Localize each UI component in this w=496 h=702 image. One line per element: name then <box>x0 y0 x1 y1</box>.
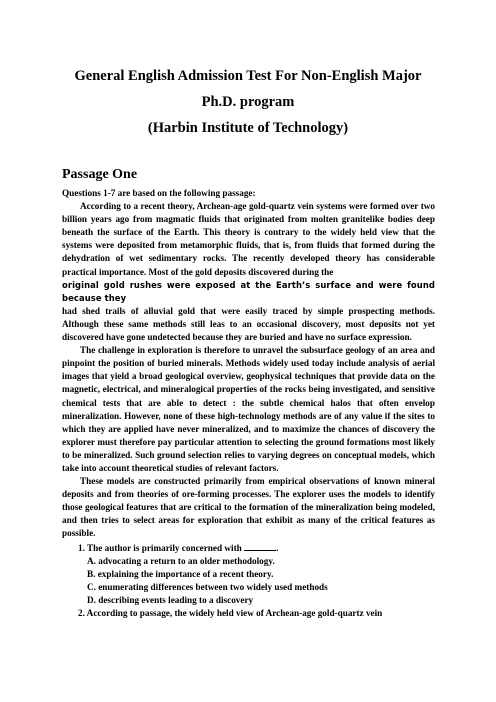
passage-body <box>62 187 435 620</box>
paragraph-1: According to a recent theory, Archean-age gold-quartz vein systems were formed over two billion years ago from magmatic fluids that originated from molten granitelike bodies deep beneath the surface of the Earth. This theory is contrary to the widely held view that the systems were deposited from metamorphic fluids, that is, from fluids that formed during the dehydration of wet sedimentary rocks. The recently developed theory has considerable practical importance. Most of the gold deposits discovered during the <box>62 201 435 277</box>
question-1 <box>62 541 435 555</box>
paragraph-2: The challenge in exploration is therefore to unravel the subsurface geology of an area and pinpoint the position of buried minerals. Methods widely used today include analysis of aerial images that yield a broad geological overview, geophysical techniques that provide data on the magnetic, electrical, and mineralogical properties of the rocks being investigated, and sensitive chemical tests that are able to detect : the subtle chemical halos that often envelop mineralization. However, none of these high-technology methods are of any value if the sites to which they are applied have never mineralized, and to maximize the chances of discovery the explorer must therefore pay particular attention to selecting the ground formations most likely to be mineralized. Such ground selection relies to varying degrees on conceptual models, which take into account theoretical studies of relevant factors. <box>62 345 435 473</box>
section-heading: Passage One <box>62 167 138 182</box>
answer-blank <box>244 541 279 553</box>
paragraph-3: These models are constructed primarily from empirical observations of known mineral deposits and from theories of ore-forming processes. The explorer uses the models to identify those geological features that are critical to the formation of the mineralization being modeled, and then tries to select areas for exploration that exhibit as many of the critical features as possible. <box>62 476 435 539</box>
questions-intro: Questions 1-7 are based on the following passage: <box>62 188 256 198</box>
question-1-stem: 1. The author is primarily concerned with <box>78 542 242 553</box>
option-d: D. describing events leading to a discovery <box>87 594 254 605</box>
option-b: B. explaining the importance of a recent theory. <box>87 568 274 579</box>
institution-name: (Harbin Institute of Technology) <box>147 120 349 136</box>
option-a: A. advocating a return to an older methodology. <box>87 555 275 566</box>
paragraph-1-cont: had shed trails of alluvial gold that were easily traced by simple prospecting methods. Although these same methods still leas to an occasional discovery, most deposits not yet discovered have gone undetected because they are buried and have no surface expression. <box>62 305 435 343</box>
question-2: 2. According to passage, the widely held view of Archean-age gold-quartz vein <box>78 608 383 618</box>
paragraph-1-line: original gold rushes were exposed at the Earth’s surface and were found because they <box>62 279 435 303</box>
option-c: C. enumerating differences between two widely used methods <box>87 581 328 592</box>
document-title: General English Admission Test For Non-English Major <box>74 68 422 84</box>
question-1-end: . <box>276 542 279 553</box>
document-subtitle: Ph.D. program <box>201 94 295 110</box>
